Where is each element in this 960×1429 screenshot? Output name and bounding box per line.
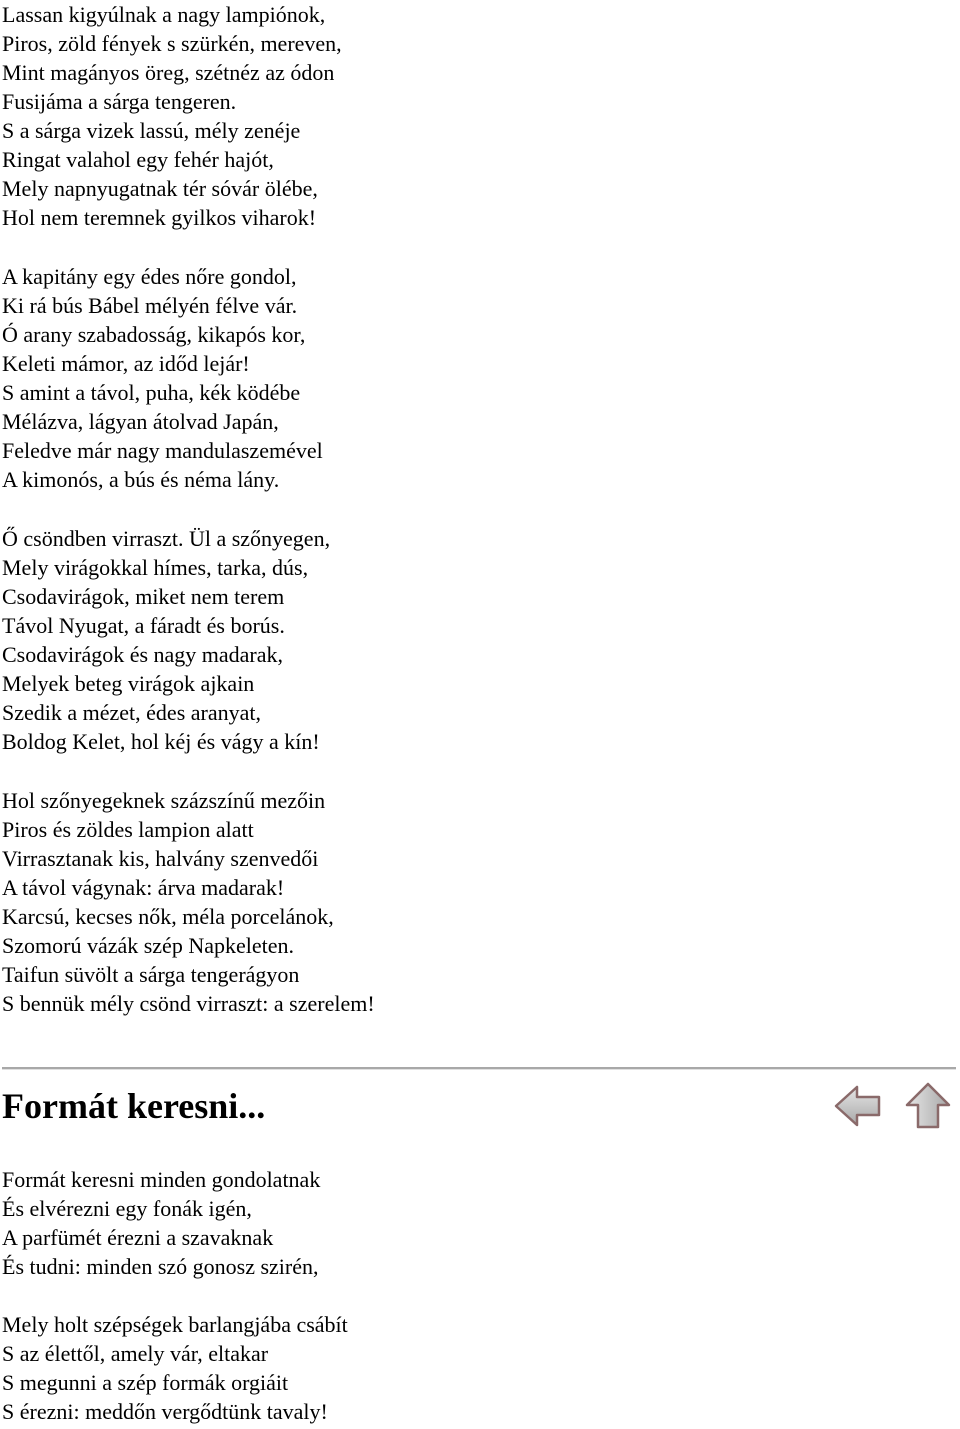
poem-line: A kapitány egy édes nőre gondol,: [2, 264, 297, 289]
poem-line: Piros, zöld fények s szürkén, mereven,: [2, 31, 342, 56]
poem-line: Távol Nyugat, a fáradt és borús.: [2, 613, 285, 638]
poem-line: Keleti mámor, az időd lejár!: [2, 351, 250, 376]
poem-line: A kimonós, a bús és néma lány.: [2, 467, 280, 492]
horizontal-rule: [2, 1067, 956, 1070]
poem-title: Formát keresni...: [2, 1086, 266, 1126]
up-arrow-button[interactable]: [903, 1081, 953, 1131]
poem-line: Feledve már nagy mandulaszemével: [2, 438, 323, 463]
poem-line: Piros és zöldes lampion alatt: [2, 817, 254, 842]
poem-line: Mélázva, lágyan átolvad Japán,: [2, 409, 279, 434]
poem-line: Hol szőnyegeknek százszínű mezőin: [2, 788, 326, 813]
poem-stanza: [2, 1310, 348, 1426]
poem-line: Taifun süvölt a sárga tengerágyon: [2, 962, 300, 987]
poem-line: Szedik a mézet, édes aranyat,: [2, 700, 261, 725]
poem-line: Mely holt szépségek barlangjába csábít: [2, 1312, 348, 1337]
poem-line: Mint magányos öreg, szétnéz az ódon: [2, 60, 335, 85]
poem-line: Lassan kigyúlnak a nagy lampiónok,: [2, 2, 326, 27]
poem-line: Ki rá bús Bábel mélyén félve vár.: [2, 293, 298, 318]
poem-stanza: [2, 262, 323, 494]
poem-line: És elvérezni egy fonák igén,: [2, 1196, 252, 1221]
poem-line: Melyek beteg virágok ajkain: [2, 671, 255, 696]
back-arrow-button[interactable]: [833, 1081, 883, 1131]
poem-line: S az élettől, amely vár, eltakar: [2, 1341, 269, 1366]
poem-line: Mely virágokkal hímes, tarka, dús,: [2, 555, 309, 580]
poem-line: S bennük mély csönd virraszt: a szerelem!: [2, 991, 375, 1016]
poem-line: Virrasztanak kis, halvány szenvedői: [2, 846, 319, 871]
poem-line: Fusijáma a sárga tengeren.: [2, 89, 237, 114]
poem-line: Csodavirágok, miket nem terem: [2, 584, 285, 609]
poem-line: Szomorú vázák szép Napkeleten.: [2, 933, 294, 958]
poem-line: Karcsú, kecses nők, méla porcelánok,: [2, 904, 334, 929]
poem-line: Boldog Kelet, hol kéj és vágy a kín!: [2, 729, 320, 754]
poem-line: S érezni: meddőn vergődtünk tavaly!: [2, 1399, 328, 1424]
poem-line: Formát keresni minden gondolatnak: [2, 1167, 321, 1192]
poem-stanza: [2, 1165, 320, 1281]
poem-line: Ó arany szabadosság, kikapós kor,: [2, 322, 306, 347]
poem-line: Ringat valahol egy fehér hajót,: [2, 147, 274, 172]
poem-stanza: [2, 0, 342, 232]
poem-line: S amint a távol, puha, kék ködébe: [2, 380, 301, 405]
poem-line: Ő csöndben virraszt. Ül a szőnyegen,: [2, 526, 331, 551]
poem-stanza: [2, 786, 375, 1018]
poem-line: S a sárga vizek lassú, mély zenéje: [2, 118, 301, 143]
poem-line: A parfümét érezni a szavaknak: [2, 1225, 274, 1250]
up-arrow-icon: [903, 1081, 953, 1131]
left-arrow-icon: [833, 1081, 883, 1131]
poem-line: S megunni a szép formák orgiáit: [2, 1370, 289, 1395]
poem-line: A távol vágynak: árva madarak!: [2, 875, 285, 900]
poem-stanza: [2, 524, 330, 756]
poem-line: Hol nem teremnek gyilkos viharok!: [2, 205, 317, 230]
poem-line: Csodavirágok és nagy madarak,: [2, 642, 284, 667]
poem-line: És tudni: minden szó gonosz szirén,: [2, 1254, 319, 1279]
poem-line: Mely napnyugatnak tér sóvár ölébe,: [2, 176, 318, 201]
